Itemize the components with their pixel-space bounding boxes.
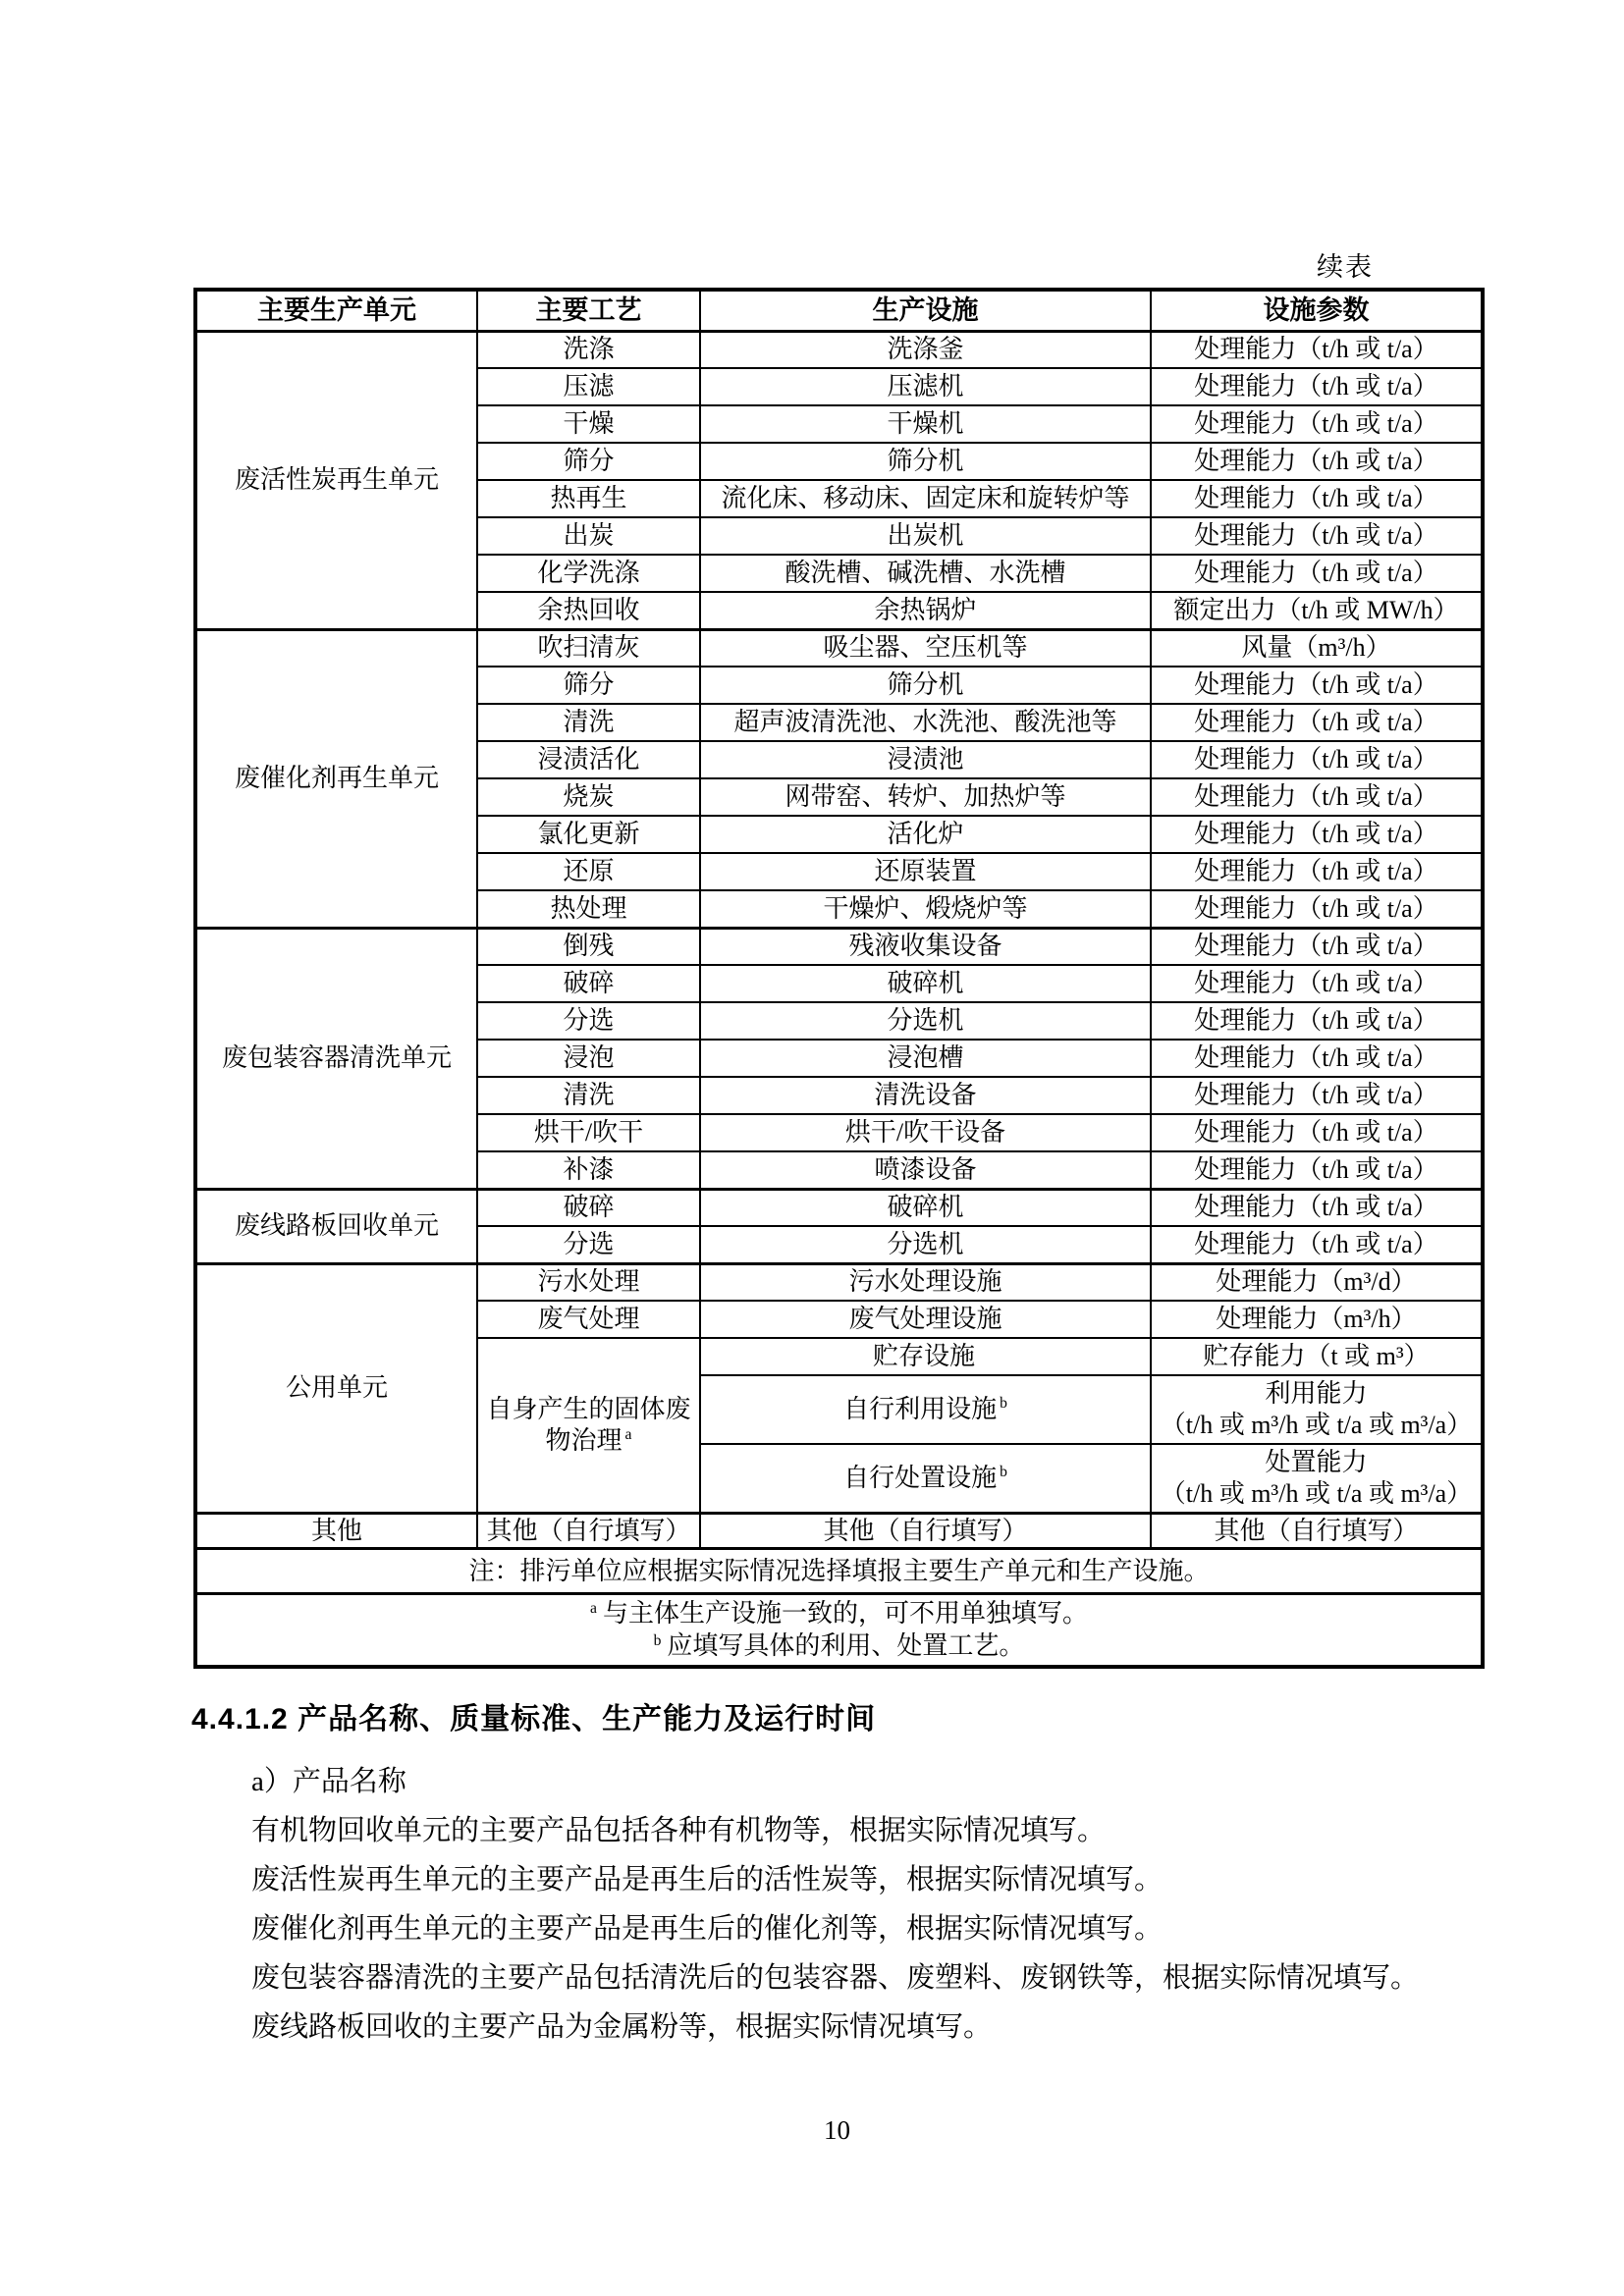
param-cell: 处理能力（t/h 或 t/a） [1151,443,1483,480]
footnote-marker-b: b [1000,1395,1007,1413]
process-cell: 洗涤 [477,331,700,368]
param-cell: 处理能力（m³/h） [1151,1301,1483,1338]
footnote-marker-b: b [1000,1464,1007,1481]
facility-cell: 还原装置 [700,853,1151,890]
facility-cell: 分选机 [700,1226,1151,1263]
param-line1: 贮存能力（t 或 m³） [1203,1342,1430,1371]
footnote-a [201,1597,1477,1629]
table-row [195,1189,1483,1226]
facility-label: 贮存设施 [872,1342,975,1371]
process-cell: 干燥 [477,405,700,443]
facility-cell: 吸尘器、空压机等 [700,629,1151,667]
body-paragraph: a）产品名称 [251,1766,406,1797]
table-note: 注：排污单位应根据实际情况选择填报主要生产单元和生产设施。 [195,1549,1483,1594]
footnote-b-text: 应填写具体的利用、处置工艺。 [667,1631,1025,1661]
param-line2: （t/h 或 m³/h 或 t/a 或 m³/a） [1160,1478,1473,1508]
table-row [195,1263,1483,1301]
process-cell-solid-waste [477,1338,700,1513]
param-line1: 利用能力 [1265,1379,1368,1409]
param-cell: 处理能力（t/h 或 t/a） [1151,704,1483,741]
table-header-row [195,290,1483,331]
footnote-b [201,1629,1477,1662]
col-header-facility: 生产设施 [700,290,1151,331]
process-cell: 余热回收 [477,592,700,629]
table-footnotes-row [195,1594,1483,1667]
section-body [251,1757,1587,2052]
process-cell: 废气处理 [477,1301,700,1338]
facility-cell: 压滤机 [700,368,1151,405]
param-cell: 处理能力（t/h 或 t/a） [1151,853,1483,890]
param-cell: 处理能力（t/h 或 t/a） [1151,965,1483,1002]
facility-cell: 洗涤釜 [700,331,1151,368]
param-cell: 处理能力（t/h 或 t/a） [1151,1189,1483,1226]
process-cell: 倒残 [477,928,700,965]
param-cell: 额定出力（t/h 或 MW/h） [1151,592,1483,629]
table-note-row [195,1549,1483,1594]
param-cell [1151,1375,1483,1444]
facility-cell: 余热锅炉 [700,592,1151,629]
process-cell: 其他（自行填写） [477,1513,700,1549]
param-cell: 处理能力（t/h 或 t/a） [1151,667,1483,704]
process-cell: 分选 [477,1002,700,1040]
process-cell: 破碎 [477,965,700,1002]
process-cell: 筛分 [477,667,700,704]
param-cell: 处理能力（t/h 或 t/a） [1151,816,1483,853]
process-cell: 补漆 [477,1151,700,1189]
unit-cell: 公用单元 [195,1263,477,1513]
solid-waste-label: 自身产生的固体废物治理 [486,1395,691,1455]
process-cell: 浸渍活化 [477,741,700,778]
process-cell: 烘干/吹干 [477,1114,700,1151]
param-cell [1151,1444,1483,1513]
table-row-other [195,1513,1483,1549]
table-footnotes [195,1594,1483,1667]
facility-cell: 污水处理设施 [700,1263,1151,1301]
body-paragraph: 废包装容器清洗的主要产品包括清洗后的包装容器、废塑料、废钢铁等，根据实际情况填写。 [251,1962,1420,1994]
param-cell [1151,1338,1483,1375]
facility-cell: 分选机 [700,1002,1151,1040]
facility-cell: 超声波清洗池、水洗池、酸洗池等 [700,704,1151,741]
facility-label: 自行利用设施 [843,1395,998,1424]
param-cell: 处理能力（t/h 或 t/a） [1151,890,1483,928]
body-paragraph: 废催化剂再生单元的主要产品是再生后的催化剂等，根据实际情况填写。 [251,1913,1164,1945]
param-cell: 处理能力（t/h 或 t/a） [1151,1114,1483,1151]
param-cell: 处理能力（t/h 或 t/a） [1151,1226,1483,1263]
process-cell: 浸泡 [477,1040,700,1077]
process-cell: 烧炭 [477,778,700,816]
process-cell: 分选 [477,1226,700,1263]
continued-table-label: 续表 [1317,252,1374,282]
facility-cell: 残液收集设备 [700,928,1151,965]
facility-cell: 筛分机 [700,443,1151,480]
facility-cell: 清洗设备 [700,1077,1151,1114]
facility-cell [700,1444,1151,1513]
facility-cell: 烘干/吹干设备 [700,1114,1151,1151]
col-header-process: 主要工艺 [477,290,700,331]
facility-cell: 活化炉 [700,816,1151,853]
param-cell: 处理能力（t/h 或 t/a） [1151,405,1483,443]
facility-cell: 浸泡槽 [700,1040,1151,1077]
footnote-a-marker: a [590,1599,597,1617]
facility-cell: 废气处理设施 [700,1301,1151,1338]
param-cell: 处理能力（t/h 或 t/a） [1151,928,1483,965]
param-cell: 处理能力（t/h 或 t/a） [1151,1040,1483,1077]
unit-cell: 其他 [195,1513,477,1549]
facility-cell: 喷漆设备 [700,1151,1151,1189]
table-row [195,928,1483,965]
facility-cell: 破碎机 [700,1189,1151,1226]
footnote-marker-a: a [624,1426,632,1444]
production-units-table [193,288,1485,1669]
param-cell: 处理能力（t/h 或 t/a） [1151,741,1483,778]
body-paragraph: 有机物回收单元的主要产品包括各种有机物等，根据实际情况填写。 [251,1815,1107,1846]
unit-cell: 废线路板回收单元 [195,1189,477,1263]
process-cell: 污水处理 [477,1263,700,1301]
unit-cell: 废包装容器清洗单元 [195,928,477,1189]
col-header-param: 设施参数 [1151,290,1483,331]
process-cell: 清洗 [477,704,700,741]
param-cell: 处理能力（t/h 或 t/a） [1151,517,1483,555]
param-cell: 风量（m³/h） [1151,629,1483,667]
param-cell: 处理能力（t/h 或 t/a） [1151,480,1483,517]
param-cell: 其他（自行填写） [1151,1513,1483,1549]
facility-cell: 酸洗槽、碱洗槽、水洗槽 [700,555,1151,592]
process-cell: 清洗 [477,1077,700,1114]
table-row [195,629,1483,667]
facility-cell: 破碎机 [700,965,1151,1002]
param-cell: 处理能力（t/h 或 t/a） [1151,331,1483,368]
section-heading: 4.4.1.2 产品名称、质量标准、生产能力及运行时间 [191,1703,877,1735]
facility-cell: 网带窑、转炉、加热炉等 [700,778,1151,816]
param-cell: 处理能力（m³/d） [1151,1263,1483,1301]
param-line2: （t/h 或 m³/h 或 t/a 或 m³/a） [1160,1411,1473,1439]
param-cell: 处理能力（t/h 或 t/a） [1151,368,1483,405]
process-cell: 压滤 [477,368,700,405]
process-cell: 氯化更新 [477,816,700,853]
facility-cell [700,1375,1151,1444]
facility-cell: 其他（自行填写） [700,1513,1151,1549]
param-cell: 处理能力（t/h 或 t/a） [1151,555,1483,592]
process-cell: 化学洗涤 [477,555,700,592]
facility-cell: 干燥炉、煅烧炉等 [700,890,1151,928]
production-units-table-wrap [193,288,1485,1669]
facility-label: 自行处置设施 [843,1463,998,1492]
footnote-b-marker: b [653,1631,662,1649]
param-cell: 处理能力（t/h 或 t/a） [1151,778,1483,816]
process-cell: 热处理 [477,890,700,928]
process-cell: 出炭 [477,517,700,555]
param-line1: 处置能力 [1265,1448,1368,1477]
facility-cell: 干燥机 [700,405,1151,443]
body-paragraph: 废线路板回收的主要产品为金属粉等，根据实际情况填写。 [251,2011,993,2043]
process-cell: 破碎 [477,1189,700,1226]
process-cell: 吹扫清灰 [477,629,700,667]
page-number: 10 [824,2115,850,2145]
facility-cell: 筛分机 [700,667,1151,704]
facility-cell: 流化床、移动床、固定床和旋转炉等 [700,480,1151,517]
param-cell: 处理能力（t/h 或 t/a） [1151,1151,1483,1189]
facility-cell: 浸渍池 [700,741,1151,778]
param-cell: 处理能力（t/h 或 t/a） [1151,1077,1483,1114]
process-cell: 筛分 [477,443,700,480]
col-header-unit: 主要生产单元 [195,290,477,331]
param-cell: 处理能力（t/h 或 t/a） [1151,1002,1483,1040]
table-row [195,331,1483,368]
facility-cell: 出炭机 [700,517,1151,555]
unit-cell: 废活性炭再生单元 [195,331,477,629]
body-paragraph: 废活性炭再生单元的主要产品是再生后的活性炭等，根据实际情况填写。 [251,1864,1164,1896]
footnote-a-text: 与主体生产设施一致的，可不用单独填写。 [602,1599,1088,1629]
facility-cell [700,1338,1151,1375]
process-cell: 还原 [477,853,700,890]
unit-cell: 废催化剂再生单元 [195,629,477,928]
process-cell: 热再生 [477,480,700,517]
